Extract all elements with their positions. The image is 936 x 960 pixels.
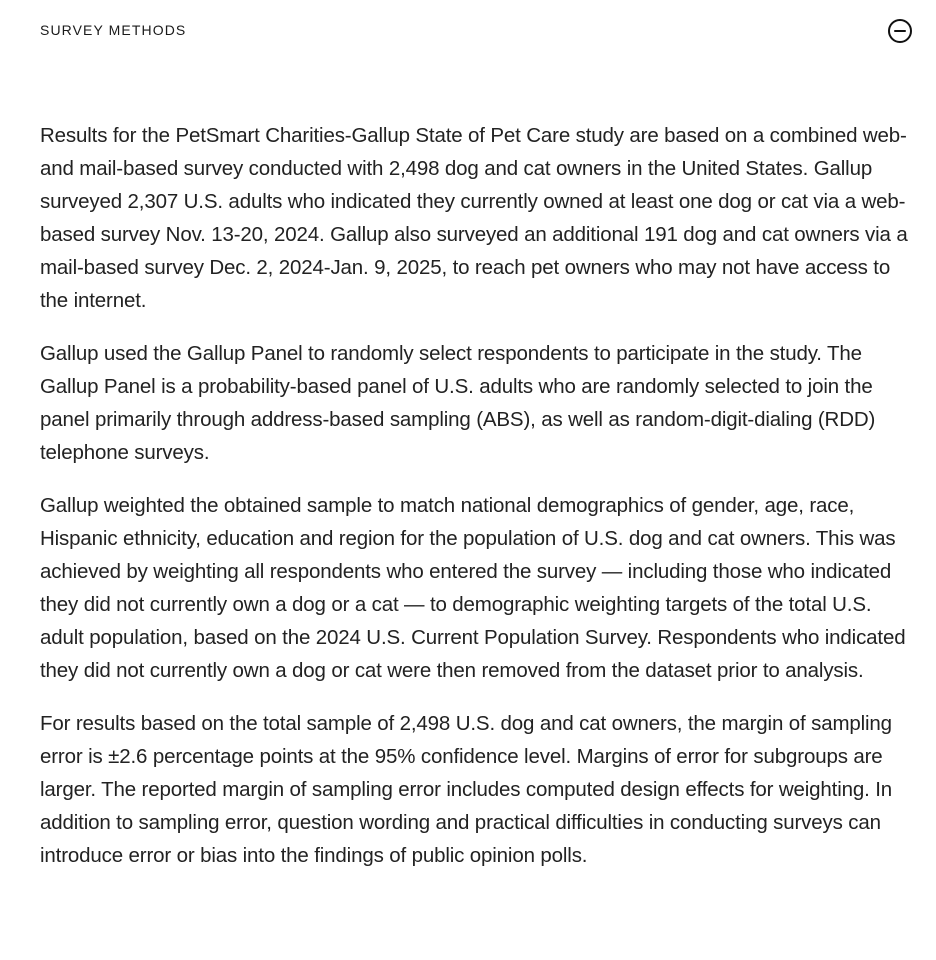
paragraph-weighting: Gallup weighted the obtained sample to match national demographics of gender, age, race, Hispanic ethnicity, education and region for the population of U.S. dog and cat owners. This was achieved by weighting all respondents who entered the survey — including those who indicated they did not currently own a dog or a cat — to demographic weighting targets of the total U.S. adult population, based on the 2024 U.S. Current Population Survey. Respondents who indicated they did not currently own a dog or cat were then removed from the dataset prior to analysis. [40, 494, 906, 682]
paragraph-margin-of-error: For results based on the total sample of 2,498 U.S. dog and cat owners, the margin of sampling error is ±2.6 percentage points at the 95% confidence level. Margins of error for subgroups are larger. The reported margin of sampling error includes computed design effects for weighting. In addition to sampling error, question wording and practical difficulties in conducting surveys can introduce error or bias into the findings of public opinion polls. [40, 712, 893, 867]
paragraph-panel: Gallup used the Gallup Panel to randomly select respondents to participate in the study. The Gallup Panel is a probability-based panel of U.S. adults who are randomly selected to join the panel primarily through address-based sampling (ABS), as well as random-digit-dialing (RDD) telephone surveys. [40, 342, 876, 464]
paragraph-results: Results for the PetSmart Charities-Gallup State of Pet Care study are based on a combined web- and mail-based survey conducted with 2,498 dog and cat owners in the United States. Gallup surveyed 2,307 U.S. adults who indicated they currently owned at least one dog or cat via a web-based survey Nov. 13-20, 2024. Gallup also surveyed an additional 191 dog and cat owners via a mail-based survey Dec. 2, 2024-Jan. 9, 2025, to reach pet owners who may not have access to the internet. [40, 124, 908, 312]
collapse-section-button[interactable] [886, 17, 914, 45]
survey-methods-content [40, 119, 920, 892]
section-header [40, 16, 914, 46]
minus-circle-icon [886, 17, 914, 45]
section-title: SURVEY METHODS [40, 22, 187, 38]
